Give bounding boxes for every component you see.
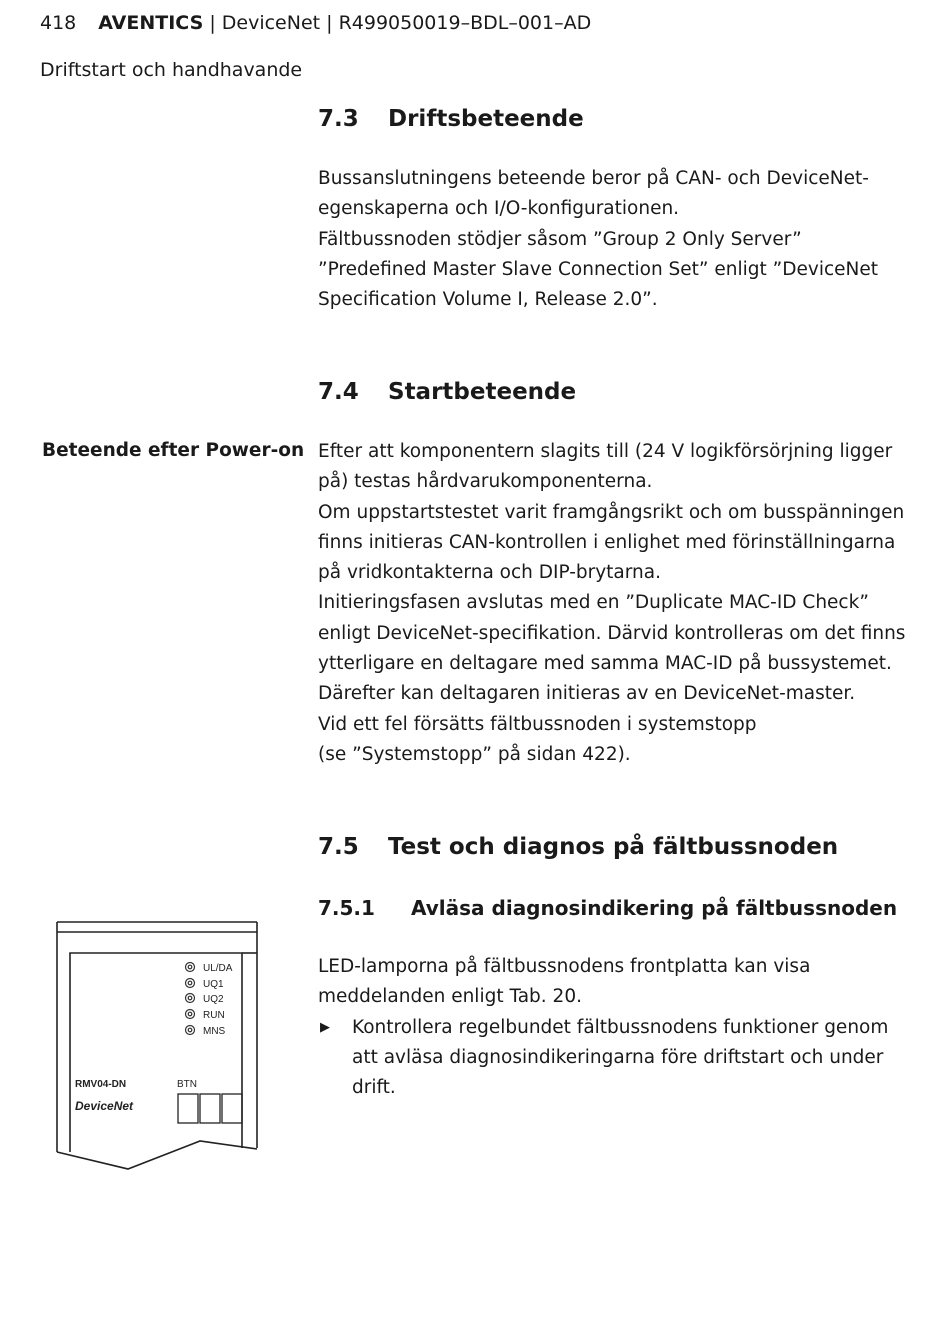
text-line: Efter att komponentern slagits till (24 V logikförsörjning ligger [318,441,893,462]
heading-title: Avläsa diagnosindikering på fältbussnoden [411,896,898,920]
model-label: RMV04-DN [75,1079,127,1090]
page-header [40,12,591,34]
document-id: | DeviceNet | R499050019–BDL–001–AD [203,12,592,34]
text-line: ytterligare en deltagare med samma MAC-ID på bussystemet. [318,653,892,675]
bullet-triangle-icon: ▶ [320,1019,330,1035]
text-line: Fältbussnoden stödjer såsom ”Group 2 Only Server” [318,228,802,250]
heading-number: 7.5 [318,834,359,860]
heading-7-5-1 [318,896,897,920]
text-line: Initieringsfasen avslutas med en ”Duplicate MAC-ID Check” [318,592,869,614]
led-label-mns: MNS [203,1026,226,1037]
text-line: Därefter kan deltagaren initieras av en DeviceNet-master. [318,683,856,705]
heading-number: 7.5.1 [318,896,375,920]
text-line: att avläsa diagnosindikeringarna före driftstart och under [352,1046,884,1068]
chapter-label: Driftstart och handhavande [40,59,303,81]
paragraph-diagnos [318,952,908,1103]
heading-7-5 [318,834,838,860]
heading-7-4 [318,379,576,405]
text-line: meddelanden enligt Tab. 20. [318,986,582,1008]
text-line: Bussanslutningens beteende beror på CAN- och DeviceNet- [318,168,869,189]
text-line: finns initieras CAN-kontrollen i enlighet med förinställningarna [318,531,896,553]
text-line: Vid ett fel försätts fältbussnoden i systemstopp [318,713,757,735]
led-label-uldа: UL/DA [203,963,233,974]
led-symbols [186,963,195,1035]
bullet-item [318,1013,908,1104]
fieldbus-node-illustration [50,915,265,1179]
paragraph-driftsbeteende [318,164,918,315]
text-line: på vridkontakterna och DIP-brytarna. [318,562,661,584]
text-line: ”Predefined Master Slave Connection Set” enligt ”DeviceNet [318,258,878,280]
text-line: Specification Volume I, Release 2.0”. [318,289,658,311]
devicenet-logo: DeviceNet [75,1099,134,1113]
text-line: egenskaperna och I/O-konfigurationen. [318,198,680,220]
text-line: LED-lamporna på fältbussnodens frontplatta kan visa [318,956,811,977]
fieldbus-node-drawing [50,915,265,1175]
text-line: (se ”Systemstopp” på sidan 422). [318,743,631,765]
button-boxes [178,1094,242,1123]
text-line: Om uppstartstestet varit framgångsrikt och om busspänningen [318,501,905,523]
heading-number: 7.4 [318,379,359,405]
heading-number: 7.3 [318,106,359,132]
heading-title: Startbeteende [388,379,577,405]
text-line: på) testas hårdvarukomponenterna. [318,471,653,493]
page-number: 418 [40,12,77,34]
led-label-run: RUN [203,1010,225,1021]
text-line: drift. [352,1077,396,1099]
led-label-uq2: UQ2 [203,994,224,1005]
text-line: Kontrollera regelbundet fältbussnodens funktioner genom [352,1016,889,1038]
text-line: enligt DeviceNet-specifikation. Därvid kontrolleras om det finns [318,622,906,644]
heading-title: Driftsbeteende [388,106,584,132]
heading-title: Test och diagnos på fältbussnoden [388,834,839,860]
paragraph-startbeteende [318,437,918,770]
led-label-uq1: UQ1 [203,979,224,990]
side-label: Beteende efter Power-on [42,440,305,461]
btn-label: BTN [177,1079,197,1090]
brand-name: AVENTICS [98,12,204,34]
heading-7-3 [318,106,584,132]
